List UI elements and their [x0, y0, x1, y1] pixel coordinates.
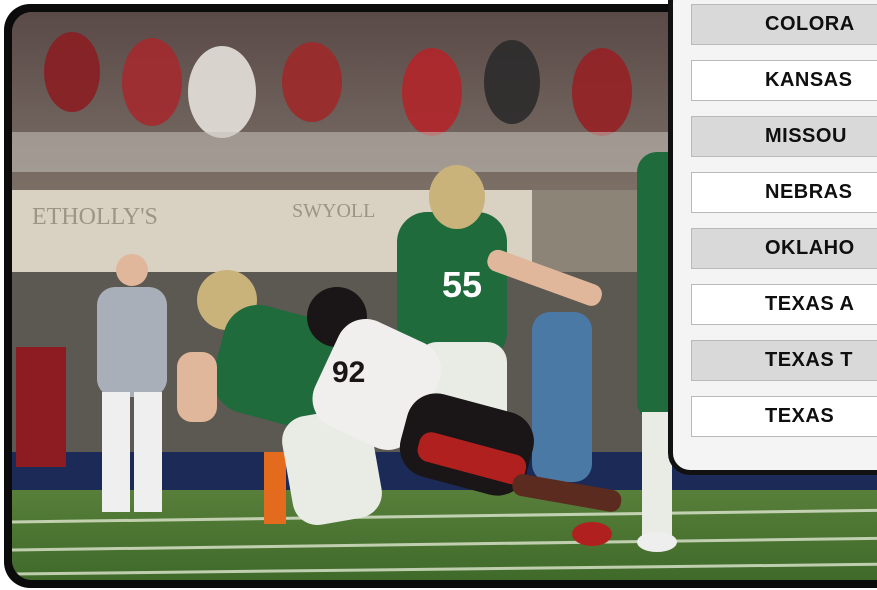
svg-text:55: 55: [442, 264, 483, 305]
school-item[interactable]: NEBRAS: [691, 172, 877, 213]
banner-right-text: SWYOLL: [292, 200, 376, 222]
banner-left-text: ETHOLLY'S: [32, 204, 158, 230]
school-item[interactable]: TEXAS T: [691, 340, 877, 381]
school-item[interactable]: MISSOU: [691, 116, 877, 157]
sideline-person: [16, 347, 66, 467]
svg-text:92: 92: [332, 356, 366, 389]
school-item[interactable]: TEXAS: [691, 396, 877, 437]
school-item[interactable]: COLORA: [691, 4, 877, 45]
school-item[interactable]: OKLAHO: [691, 228, 877, 269]
school-item[interactable]: KANSAS: [691, 60, 877, 101]
school-item[interactable]: TEXAS A: [691, 284, 877, 325]
photographer: [532, 312, 592, 482]
orange-pylon: [264, 452, 286, 524]
school-dropdown-list[interactable]: [668, 0, 877, 475]
